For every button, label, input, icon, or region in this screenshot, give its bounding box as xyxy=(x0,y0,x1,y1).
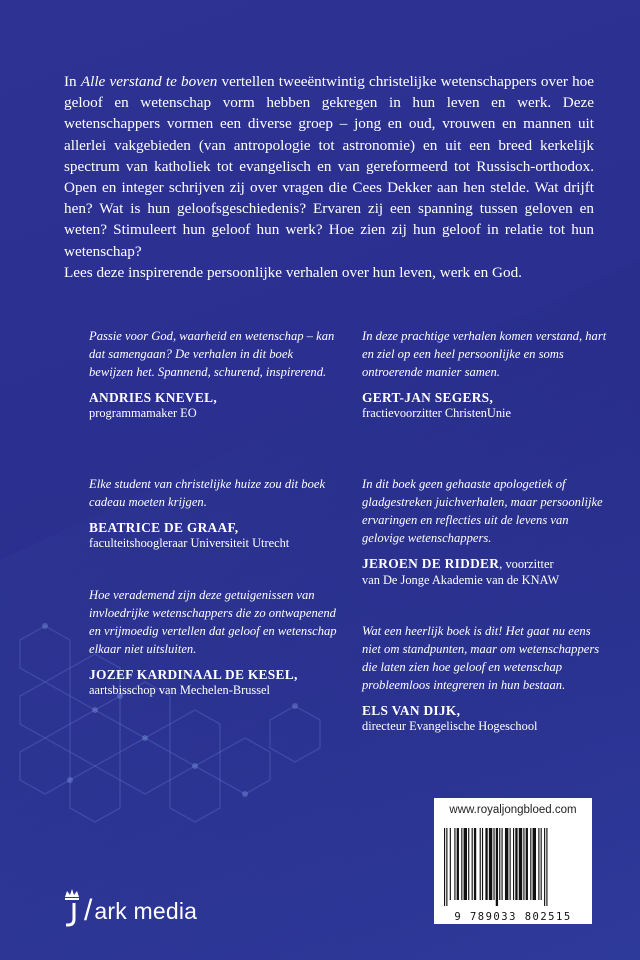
blurb-text: vertellen tweeëntwintig christelijke wetenschappers over hoe geloof en wetenschap vorm hebben gekregen in hun leven en werk. Deze wetenschappers vormen een diverse groep – jong en oud, vrouwen en mannen uit allerlei vakgebieden (van antropologie tot astronomie) en uit een breed kerkelijk spectrum van katholiek tot evangelisch en van gereformeerd tot Russisch-orthodox. Open en integer schrijven zij over vragen die Cees Dekker aan hen stelde. Wat drijft hen? Wat is hun geloofsgeschiedenis? Ervaren zij een spanning tussen geloven en weten? Stimuleert hun geloof hun werk? Hoe zien zij hun geloof in relatie tot hun wetenschap? xyxy=(64,73,595,260)
publisher-name: ark media xyxy=(94,898,198,924)
quote-text: Hoe verademend zijn deze getuigenissen van invloedrijke wetenschappers die zo ontwapenend en vrijmoedig vertellen dat geloof en wetenschap elkaar niet uitsluiten. xyxy=(89,588,337,656)
endorsement-quote xyxy=(362,622,612,734)
publisher-website: www.royaljongbloed.com xyxy=(434,798,592,822)
quote-text: In deze prachtige verhalen komen verstand, hart en ziel op een heel persoonlijke en soms ontroerende manier samen. xyxy=(362,329,607,379)
quote-author: JEROEN DE RIDDER, voorzitter xyxy=(362,556,554,571)
publisher-logo: / ark media xyxy=(62,887,197,927)
endorsement-quote xyxy=(89,475,339,551)
quote-author-role: fractievoorzitter ChristenUnie xyxy=(362,406,511,420)
quote-text: In dit boek geen gehaaste apologetiek of gladgestreken juichverhalen, maar persoonlijke ervaringen en reflecties uit de levens van gelovige wetenschappers. xyxy=(362,477,603,545)
barcode-icon xyxy=(438,826,588,908)
quote-author: GERT-JAN SEGERS, xyxy=(362,390,494,405)
back-cover-blurb xyxy=(64,71,594,283)
quote-author-role: directeur Evangelische Hogeschool xyxy=(362,719,538,733)
isbn-barcode xyxy=(434,822,592,924)
quote-author-role: aartsbisschop van Mechelen-Brussel xyxy=(89,683,270,697)
quote-author-role: programmamaker EO xyxy=(89,406,197,420)
quote-author: JOZEF KARDINAAL DE KESEL, xyxy=(89,667,298,682)
quote-text: Elke student van christelijke huize zou dit boek cadeau moeten krijgen. xyxy=(89,477,326,509)
quote-author: BEATRICE DE GRAAF, xyxy=(89,520,239,535)
endorsement-quote xyxy=(362,475,612,588)
book-title: Alle verstand te boven xyxy=(80,73,218,90)
endorsement-quote xyxy=(362,327,612,421)
isbn-number: 9 789033 802515 xyxy=(454,911,572,923)
blurb-closing-line: Lees deze inspirerende persoonlijke verhalen over hun leven, werk en God. xyxy=(64,263,522,281)
quote-text: Passie voor God, waarheid en wetenschap – kan dat samengaan? De verhalen in dit boek bewijzen het. Spannend, schurend, inspirerend. xyxy=(89,329,335,379)
quote-text: Wat een heerlijk boek is dit! Het gaat nu eens niet om standpunten, maar om wetenschappers die laten zien hoe geloof en wetenschap probleemloos integreren in hun bestaan. xyxy=(362,624,600,692)
quote-author: ELS VAN DIJK, xyxy=(362,703,461,718)
endorsement-quote xyxy=(89,327,339,421)
endorsement-quote xyxy=(89,586,339,698)
crowned-j-icon xyxy=(62,887,82,927)
quote-author-role: faculteitshoogleraar Universiteit Utrecht xyxy=(89,536,290,550)
blurb-prefix: In xyxy=(64,73,81,90)
quote-author: ANDRIES KNEVEL, xyxy=(89,390,218,405)
quote-author-role: van De Jonge Akademie van de KNAW xyxy=(362,573,560,587)
